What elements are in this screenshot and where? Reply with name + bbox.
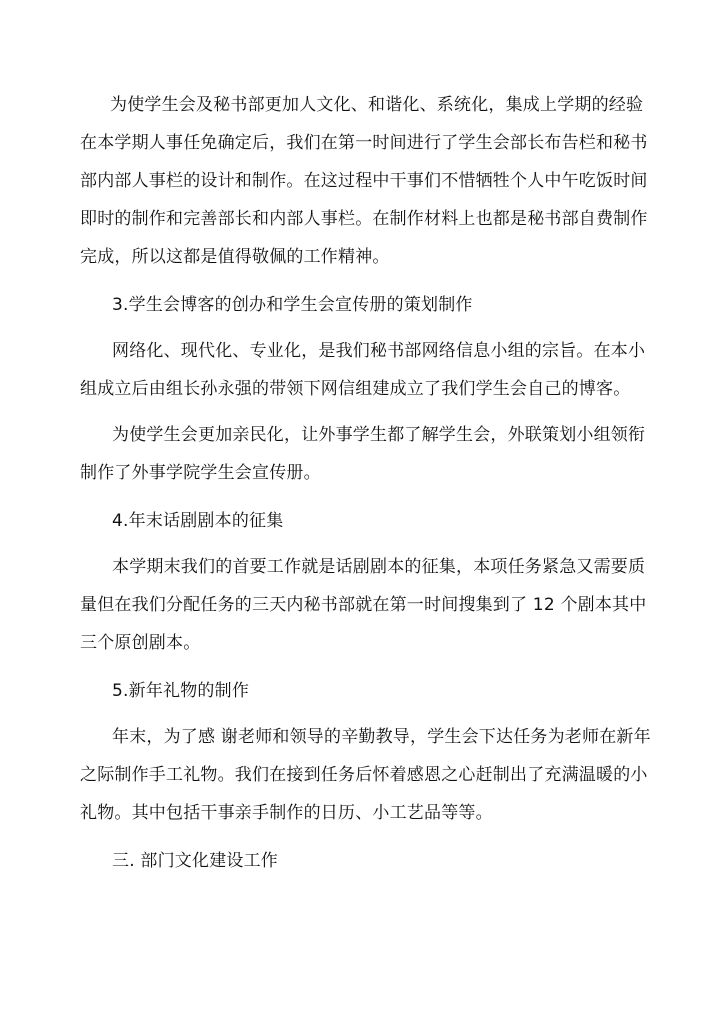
paragraph-text: 本学期末我们的首要工作就是话剧剧本的征集，本项任务紧急又需要质 xyxy=(112,557,646,577)
paragraph-text: 之际制作手工礼物。我们在接到任务后怀着感恩之心赶制出了充满温暖的小 xyxy=(80,765,648,785)
paragraph-text: 为使学生会更加亲民化，让外事学生都了解学生会，外联策划小组领衔 xyxy=(112,425,646,445)
paragraph-text: 为使学生会及秘书部更加人文化、和谐化、系统化，集成上学期的经验 xyxy=(110,95,644,115)
heading-text: 4.年末话剧剧本的征集 xyxy=(112,511,284,531)
paragraph-text: 网络化、现代化、专业化，是我们秘书部网络信息小组的宗旨。在本小 xyxy=(112,341,646,361)
heading-text: 3.学生会博客的创办和学生会宣传册的策划制作 xyxy=(112,295,473,315)
paragraph-text: 组成立后由组长孙永强的带领下网信组建成立了我们学生会自己的博客。 xyxy=(80,379,631,399)
heading-text: 三. 部门文化建设工作 xyxy=(112,851,279,871)
paragraph-text: 年末，为了感 谢老师和领导的辛勤教导，学生会下达任务为老师在新年 xyxy=(112,727,651,747)
paragraph-text: 礼物。其中包括干事亲手制作的日历、小工艺品等等。 xyxy=(80,803,493,823)
paragraph-text: 完成，所以这都是值得敬佩的工作精神。 xyxy=(80,247,390,267)
heading-text: 5.新年礼物的制作 xyxy=(112,681,250,701)
paragraph-text: 三个原创剧本。 xyxy=(80,633,201,653)
paragraph-text: 即时的制作和完善部长和内部人事栏。在制作材料上也都是秘书部自费制作 xyxy=(80,209,648,229)
paragraph-text: 量但在我们分配任务的三天内秘书部就在第一时间搜集到了 12 个剧本其中 xyxy=(80,595,647,615)
paragraph-text: 部内部人事栏的设计和制作。在这过程中干事们不惜牺牲个人中午吃饭时间 xyxy=(80,171,648,191)
paragraph-text: 在本学期人事任免确定后，我们在第一时间进行了学生会部长布告栏和秘书 xyxy=(80,133,648,153)
paragraph-text: 制作了外事学院学生会宣传册。 xyxy=(80,463,321,483)
